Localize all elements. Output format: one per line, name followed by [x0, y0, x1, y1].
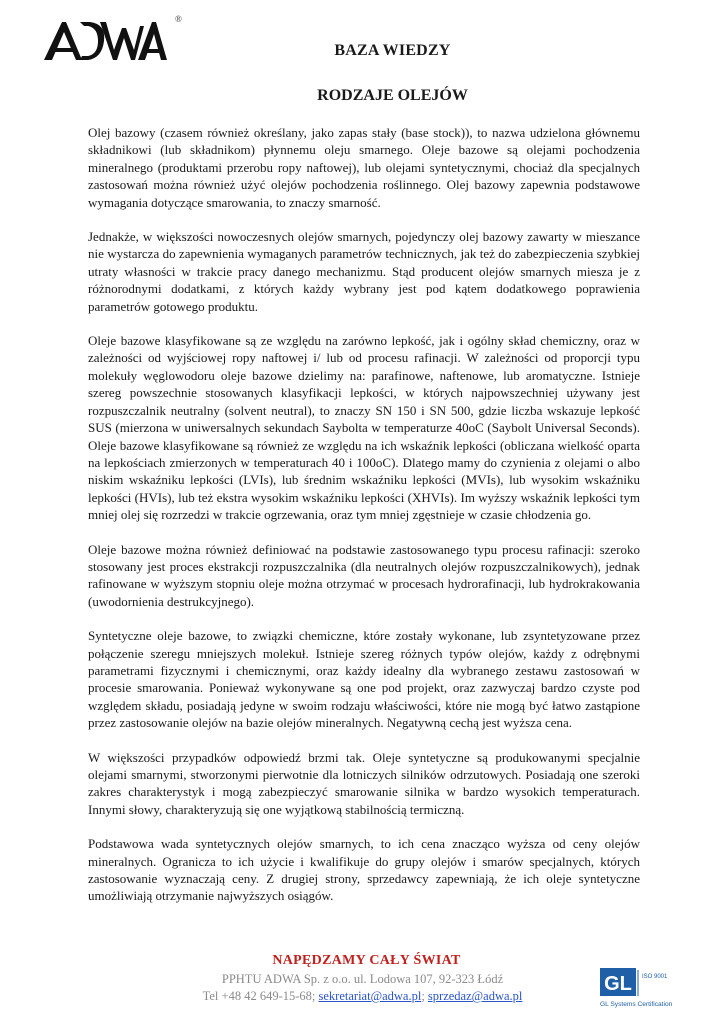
document-title: RODZAJE OLEJÓW [317, 87, 468, 104]
footer-address: PPHTU ADWA Sp. z o.o. ul. Lodowa 107, 92-323 Łódź [221, 972, 504, 986]
gl-certification-logo [598, 966, 694, 1008]
gl-certification-graphic [598, 966, 694, 1008]
paragraph: Olej bazowy (czasem również określany, jako zapas stały (base stock)), to nazwa udzielona głównemu składnikowi (lub składnikom) płynnemu oleju smarnego. Oleje bazowe są olejami pochodzenia mineralnego (produktami przerobu ropy naftowej), lub olejami syntetycznymi, chociaż dla specjalnych zastosowań można również użyć olejów pochodzenia roślinnego. Olej bazowy zapewnia podstawowe wymagania dotyczące smarowania, to znaczy smarność. [88, 125, 640, 210]
email-link-sprzedaz[interactable]: sprzedaz@adwa.pl [427, 989, 523, 1003]
paragraph: Jednakże, w większości nowoczesnych olejów smarnych, pojedynczy olej bazowy zawarty w mieszance nie wystarcza do zapewnienia wymaganych parametrów technicznych, jak też do zabezpieczenia szybkiej utraty własności w trakcie pracy danego mechanizmu. Stąd producent olejów smarnych miesza je z różnorodnymi dodatkami, z których każdy wybrany jest pod kątem dodatkowego poprawienia parametrów gotowego produktu. [88, 229, 640, 314]
footer-phone: Tel +48 42 649-15-68; [202, 989, 316, 1003]
footer-separator: ; [421, 989, 425, 1003]
article-body [88, 124, 640, 922]
gl-logo-letters: GL [604, 973, 632, 995]
registered-mark: ® [175, 14, 182, 24]
paragraph: Oleje bazowe klasyfikowane są ze względu na zarówno lepkość, jak i ogólny skład chemiczny, oraz w zależności od wyjściowej ropy naftowej i/ lub od procesu rafinacji. W zależności od proporcji typu molekuły węglowodoru oleje bazowe dzielimy na: parafinowe, naftenowe, lub aromatyczne. Istnieje szereg powszechnie stosowanych klasyfikacji lepkości, w których najpowszechniej używany jest rozpuszczalnik neutralny (solvent neutral), to znaczy SN 150 i SN 500, gdzie liczba wskazuje lepkość SUS (mierzona w uniwersalnych sekundach Saybolta w temperaturze 40oC (Saybolt Universal Seconds). Oleje bazowe klasyfikowane są również ze względu na ich wskaźnik lepkości (obliczana wielkość oparta na lepkościach zmierzonych w temperaturach 40 i 100oC). Dlatego mamy do czynienia z olejami o albo niskim wskaźniku lepkości (LVIs), lub średnim wskaźniku lepkości (MVIs), lub wysokim wskaźniku lepkości (HVIs), lub też ekstra wysokim wskaźniku lepkości (XHVIs). Im wyższy wskaźnik lepkości tym mniej olej się rozrzedzi w trakcie ogrzewania, oraz tym mniej zgęstnieje w czasie chłodzenia go. [88, 333, 640, 523]
paragraph: Oleje bazowe można również definiować na podstawie zastosowanego typu procesu rafinacji: szeroko stosowany jest proces ekstrakcji rozpuszczalnika (dla neutralnych olejów rozpuszczalnikowych), jednak rafinowane w wyższym stopniu oleje można otrzymać w procesach hydrorafinacji, lub hydrokrakowania (uwodornienia destrukcyjnego). [88, 541, 640, 609]
gl-caption: GL Systems Certification [600, 1001, 673, 1008]
paragraph: Syntetyczne oleje bazowe, to związki chemiczne, które zostały wykonane, lub zsyntetyzowane przez połączenie szeregu mniejszych molekuł. Istnieje szereg różnych typów olejów, każdy z odrębnymi parametrami fizycznymi i chemicznymi, oraz każdy idealny dla wybranego zestawu zastosowań w procesie smarowania. Ponieważ wykonywane są one pod projekt, oraz zazwyczaj bardzo czyste pod względem składu, posiadają jedyne w swoim rodzaju właściwości, które nie mogą być łatwo zastąpione przez zastosowanie olejów na bazie olejów mineralnych. Negatywną cechą jest wyższa cena. [88, 628, 640, 731]
section-title: BAZA WIEDZY [334, 42, 451, 59]
paragraph: W większości przypadków odpowiedź brzmi tak. Oleje syntetyczne są produkowanymi specjalnie olejami smarnymi, stworzonymi pierwotnie dla lotniczych silników odrzutowych. Posiadają one szeroki zakres charakterystyk i mogą zabezpieczyć smarowanie silnika w bardzo wysokich temperaturach. Innymi słowy, charakteryzują się one wyjątkową stabilnością termiczną. [88, 749, 640, 817]
iso-label: ISO 9001 [642, 974, 668, 980]
paragraph: Podstawowa wada syntetycznych olejów smarnych, to ich cena znacząco wyższa od ceny olejów mineralnych. Ogranicza to ich użycie i kwalifikuje do grupy olejów i smarów specjalnych, których zastosowanie wyznaczają ceny. Z drugiej strony, sprzedawcy zapewniają, że ich oleje syntetyczne umożliwiają otrzymanie najwyższych osiągów. [88, 836, 640, 904]
footer-slogan: NAPĘDZAMY CAŁY ŚWIAT [272, 953, 461, 968]
email-link-sekretariat[interactable]: sekretariat@adwa.pl [318, 989, 422, 1003]
